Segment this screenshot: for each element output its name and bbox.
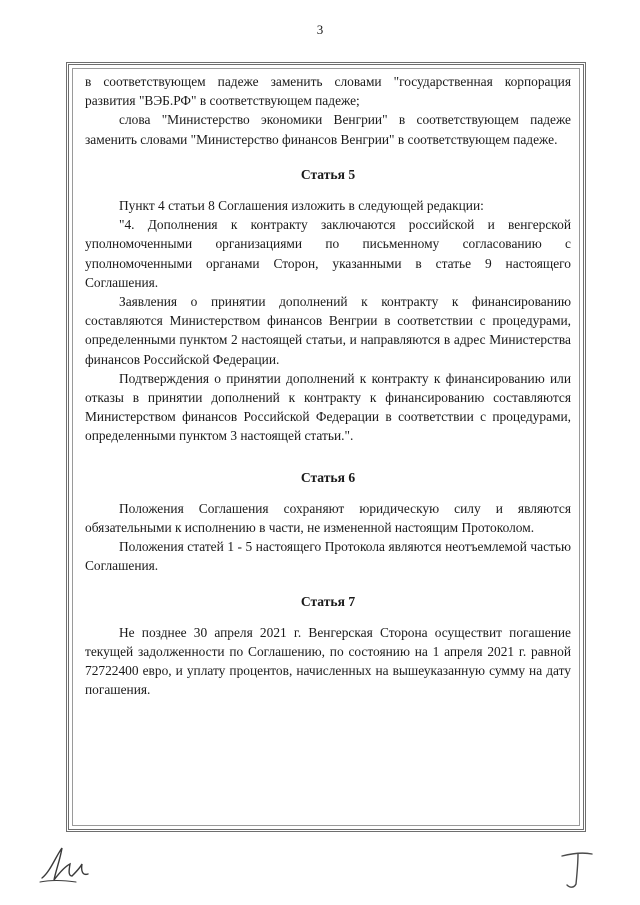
initials-signature-right: [558, 848, 598, 894]
article-5-paragraph-3: Заявления о принятии дополнений к контракту к финансированию составляются Министерством финансов Венгрии в соответствии с процедурами, определенными пунктом 2 настоящей статьи, и направляются в адрес Министерства финансов Российской Федерации.: [85, 294, 571, 367]
article-7-paragraph-1: Не позднее 30 апреля 2021 г. Венгерская Сторона осуществит погашение текущей задолженности по Соглашению, по состоянию на 1 апреля 2021 г. равной 72722400 евро, и уплату процентов, начисленных на вышеуказанную сумму на дату погашения.: [85, 624, 571, 698]
page-number: 3: [316, 22, 324, 37]
article-7-heading: Статья 7: [300, 593, 356, 609]
intro-paragraph-1: в соответствующем падеже заменить словами "государственная корпорация развития "ВЭБ.РФ" в соответствующем падеже;: [85, 74, 571, 109]
article-6-paragraph-2: Положения статей 1 - 5 настоящего Протокола являются неотъемлемой частью Соглашения.: [85, 539, 571, 574]
article-6-paragraph-1: Положения Соглашения сохраняют юридическую силу и являются обязательными к исполнению в части, не измененной настоящим Протоколом.: [85, 500, 571, 536]
intro-paragraph-2: слова "Министерство экономики Венгрии" в соответствующем падеже заменить словами "Министерство финансов Венгрии" в соответствующем падеже.: [85, 112, 571, 147]
article-5-paragraph-1: Пункт 4 статьи 8 Соглашения изложить в следующей редакции:: [119, 198, 484, 214]
article-5-paragraph-4: Подтверждения о принятии дополнений к контракту к финансированию или отказы в принятии дополнений к контракту к финансированию составляются Министерством финансов Российской Федерации в соответствии с процедурами, определенными пунктом 3 настоящей статьи.".: [85, 370, 571, 444]
initials-signature-left: [36, 842, 92, 888]
article-5-heading: Статья 5: [300, 166, 356, 182]
article-5-paragraph-2: "4. Дополнения к контракту заключаются российской и венгерской уполномоченными организациями по письменному согласованию с уполномоченными органами Сторон, указанными в статье 9 настоящего Соглашения.: [85, 217, 571, 290]
article-6-heading: Статья 6: [300, 469, 356, 485]
document-body: [85, 72, 571, 700]
